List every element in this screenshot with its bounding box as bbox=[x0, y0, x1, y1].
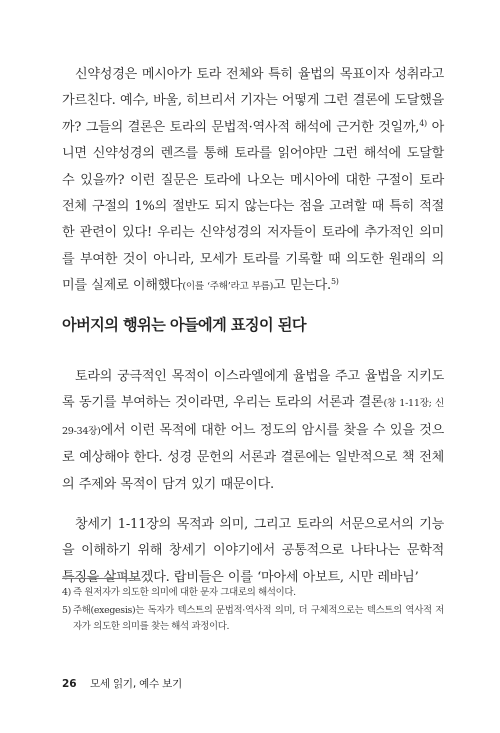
running-title: 모세 읽기, 예수 보기 bbox=[89, 678, 183, 690]
scripture-reference: (창 1-11장; 신 29-34장) bbox=[62, 398, 444, 437]
footnote-ref-4[interactable]: 4) bbox=[419, 118, 427, 128]
page-number: 26 bbox=[62, 678, 77, 690]
page-footer bbox=[62, 676, 182, 691]
footnotes bbox=[62, 585, 444, 637]
footnote-divider bbox=[62, 578, 140, 579]
footnote-4 bbox=[62, 585, 444, 601]
body-paragraph-2 bbox=[62, 364, 444, 498]
parenthetical-note: (이를 ‘주해’라고 부름) bbox=[182, 281, 274, 293]
footnote-5 bbox=[62, 603, 444, 635]
footnote-text: 즉 원저자가 의도한 의미에 대한 문자 그대로의 해석이다. bbox=[73, 587, 296, 598]
body-paragraph-1 bbox=[62, 62, 444, 301]
footnote-ref-5[interactable]: 5) bbox=[330, 277, 339, 287]
paragraph-text: 토라의 궁극적인 목적이 이스라엘에게 율법을 주고 율법을 지키도록 동기를 부여하는 것이라면, 우리는 토라의 서론과 결론 bbox=[62, 369, 444, 411]
footnote-number: 4) bbox=[62, 587, 72, 598]
paragraph-text: 에서 이런 목적에 대한 어느 정도의 암시를 찾을 수 있을 것으로 예상해야 한다. 성경 문헌의 서론과 결론에는 일반적으로 책 전체의 주제와 목적이 담겨 있기 때문이다. bbox=[62, 422, 444, 492]
paragraph-text: 아니면 신약성경의 렌즈를 통해 토라를 읽어야만 그런 해석에 도달할 수 있을까? 이런 질문은 토라에 나오는 메시아에 대한 구절이 토라 전체 구절의 1%의 절반도 되지 않는다는 점을 고려할 때 특히 적절한 관련이 있다! 우리는 신약성경의 저자들이 토라에 추가적인 의미를 부여한 것이 아니라, 모세가 토라를 기록할 때 의도한 원래의 의미를 실제로 이해했다 bbox=[62, 119, 445, 294]
section-heading: 아버지의 행위는 아들에게 표징이 된다 bbox=[62, 316, 306, 334]
footnote-number: 5) bbox=[62, 605, 72, 616]
footnote-text: 주해(exegesis)는 독자가 텍스트의 문법적·역사적 의미, 더 구체적으로는 텍스트의 역사적 저자가 의도한 의미를 찾는 해석 과정이다. bbox=[73, 605, 444, 632]
paragraph-text: 신약성경은 메시아가 토라 전체와 특히 율법의 목표이자 성취라고 가르친다. 예수, 바울, 히브리서 기자는 어떻게 그런 결론에 도달했을까? 그들의 결론은 토라의 문법적·역사적 해석에 근거한 것일까, bbox=[62, 67, 444, 135]
body-paragraph-3: 창세기 1-11장의 목적과 의미, 그리고 토라의 서문으로서의 기능을 이해하기 위해 창세기 이야기에서 공통적으로 나타나는 문학적 특징을 살펴보겠다. 랍비들은 이를 ‘마아세 아보트, 시만 레바님’ bbox=[62, 517, 444, 585]
paragraph-text: 고 믿는다. bbox=[273, 278, 331, 294]
